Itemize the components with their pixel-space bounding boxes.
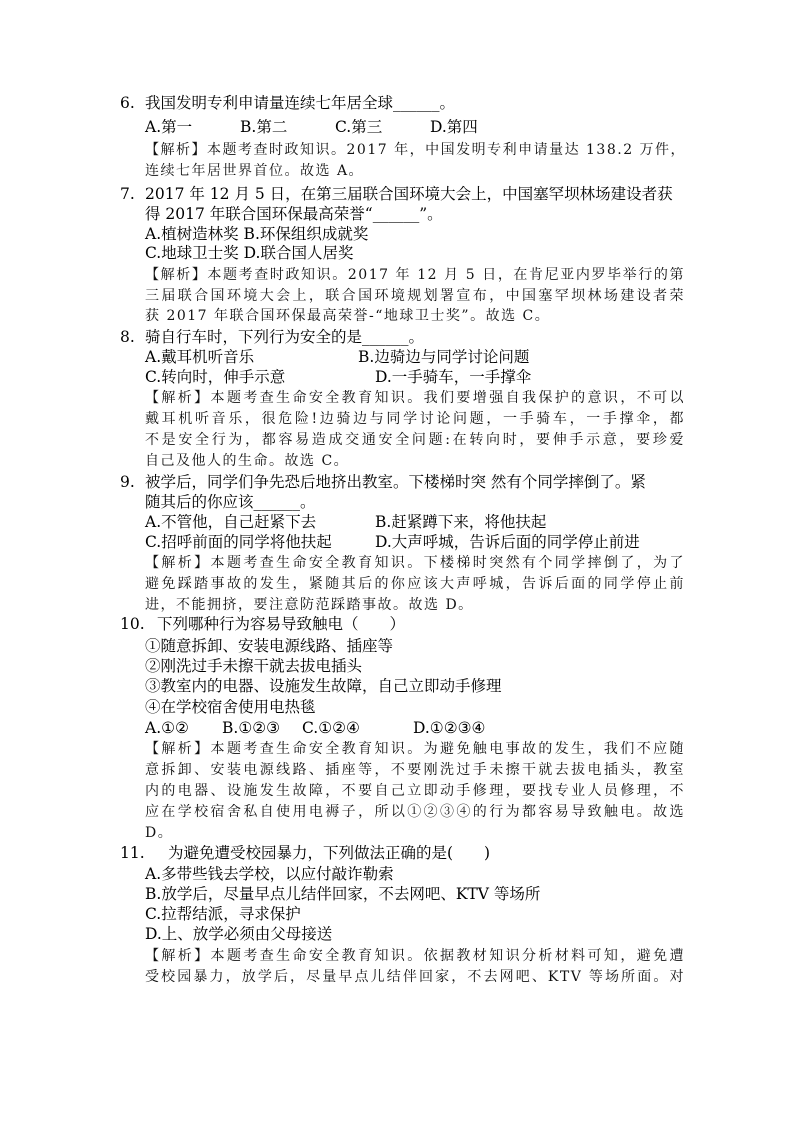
question-number: 10. — [120, 615, 145, 633]
question-number: 7. — [120, 185, 135, 203]
option-a: A.第一 — [145, 118, 193, 136]
analysis-line: 【解析】本题考查时政知识。2017 年，中国发明专利申请量达 138.2 万件， — [145, 142, 687, 158]
option-c: C.转向时，伸手示意 — [145, 368, 286, 386]
option-a: A.①② — [145, 719, 189, 737]
statement-item: ②刚洗过手未擦干就去拔电插头 — [145, 657, 363, 675]
question-number: 9. — [120, 473, 135, 491]
analysis-line: 三届联合国环境大会上，联合国环境规划署宣布，中国塞罕坝林场建设者荣 — [145, 288, 685, 304]
analysis-line: 意拆卸、安装电源线路、插座等，不要刚洗过手未擦干就去拔电插头，教室 — [145, 762, 685, 778]
analysis-line: 【解析】本题考查生命安全教育知识。我们要增强自我保护的意识，不可以 — [145, 390, 685, 406]
analysis-line: 进，不能拥挤，要注意防范踩踏事故。故选 D。 — [145, 597, 474, 613]
option-c: C.①②④ — [302, 719, 360, 737]
question-number: 11. — [120, 844, 145, 862]
option-b: B.边骑边与同学讨论问题 — [358, 348, 530, 366]
analysis-line: 【解析】本题考查生命安全教育知识。为避免触电事故的发生，我们不应随 — [145, 741, 685, 757]
question-stem: 得 2017 年联合国环保最高荣誉“______”。 — [145, 205, 443, 223]
option-d: D.一手骑车，一手撑伞 — [375, 368, 532, 386]
analysis-line: 应在学校宿舍私自使用电褥子，所以①②③④的行为都容易导致触电。故选 — [145, 804, 685, 820]
analysis-line: 避免踩踏事故的发生，紧随其后的你应该大声呼城，告诉后面的同学停止前 — [145, 576, 685, 592]
analysis-line: 受校园暴力，放学后，尽量早点儿结伴回家，不去网吧、KTV 等场所面。对 — [145, 969, 685, 985]
question-stem: 2017 年 12 月 5 日，在第三届联合国环境大会上，中国塞罕坝林场建设者获 — [145, 185, 673, 203]
analysis-line: 戴耳机听音乐，很危险!边骑边与同学讨论问题，一手骑车，一手撑伞，都 — [145, 411, 685, 427]
question-stem: 骑自行车时，下列行为安全的是______。 — [145, 328, 425, 346]
option-d: D.①②③④ — [413, 719, 486, 737]
analysis-line: 【解析】本题考查生命安全教育知识。依据教材知识分析材料可知，避免遭 — [145, 948, 685, 964]
option-a: A.不管他，自己赶紧下去 — [145, 513, 317, 531]
option-b: B.赶紧蹲下来，将他扶起 — [375, 513, 547, 531]
statement-item: ③教室内的电器、设施发生故障，自己立即动手修理 — [145, 677, 502, 695]
statement-item: ④在学校宿舍使用电热毯 — [145, 698, 316, 716]
question-stem: 下列哪种行为容易导致触电（ ） — [157, 615, 406, 633]
question-stem: 随其后的你应该______。 — [145, 493, 316, 511]
option-a: A.多带些钱去学校，以应付敲诈勒索 — [145, 865, 394, 883]
option-a: A.戴耳机听音乐 — [145, 348, 255, 366]
statement-item: ①随意拆卸、安装电源线路、插座等 — [145, 637, 394, 655]
option-c: C.第三 — [335, 118, 383, 136]
analysis-line: 内的电器、设施发生故障，不要自己立即动手修理，要找专业人员修理，不 — [145, 783, 685, 799]
option-b: B.①②③ — [222, 719, 281, 737]
option-b: B.放学后，尽量早点儿结伴回家，不去网吧、KTV 等场所 — [145, 885, 541, 903]
analysis-line: D。 — [145, 825, 174, 841]
analysis-line: 获 2017 年联合国环保最高荣誉-“地球卫士奖”。故选 C。 — [145, 308, 551, 324]
analysis-line: 自己及他人的生命。故选 C。 — [145, 453, 350, 469]
option-c: C.拉帮结派，寻求保护 — [145, 905, 301, 923]
question-stem: 我国发明专利申请量连续七年居全球______。 — [145, 94, 456, 112]
option-c: C.招呼前面的同学将他扶起 — [145, 533, 332, 551]
question-number: 8. — [120, 328, 135, 346]
analysis-line: 【解析】本题考查生命安全教育知识。下楼梯时突然有个同学摔倒了，为了 — [145, 555, 685, 571]
analysis-line: 不是安全行为，都容易造成交通安全问题:在转向时，要伸手示意，要珍爱 — [145, 432, 685, 448]
analysis-line: 【解析】本题考查时政知识。2017 年 12 月 5 日，在肯尼亚内罗毕举行的第 — [145, 267, 685, 283]
question-stem: 为避免遭受校园暴力，下列做法正确的是( ) — [168, 844, 491, 862]
option-d: D.第四 — [430, 118, 478, 136]
question-number: 6. — [120, 94, 135, 112]
option-d: D.上、放学必须由父母接送 — [145, 925, 333, 943]
question-stem: 被学后，同学们争先恐后地挤出教室。下楼梯时突 然有个同学摔倒了。紧 — [145, 473, 646, 491]
option-d: D.大声呼城，告诉后面的同学停止前进 — [375, 533, 640, 551]
option-b: B.第二 — [240, 118, 288, 136]
option-row: C.地球卫士奖 D.联合国人居奖 — [145, 244, 354, 262]
analysis-line: 连续七年居世界首位。故选 A。 — [145, 163, 365, 179]
option-row: A.植树造林奖 B.环保组织成就奖 — [145, 225, 369, 243]
